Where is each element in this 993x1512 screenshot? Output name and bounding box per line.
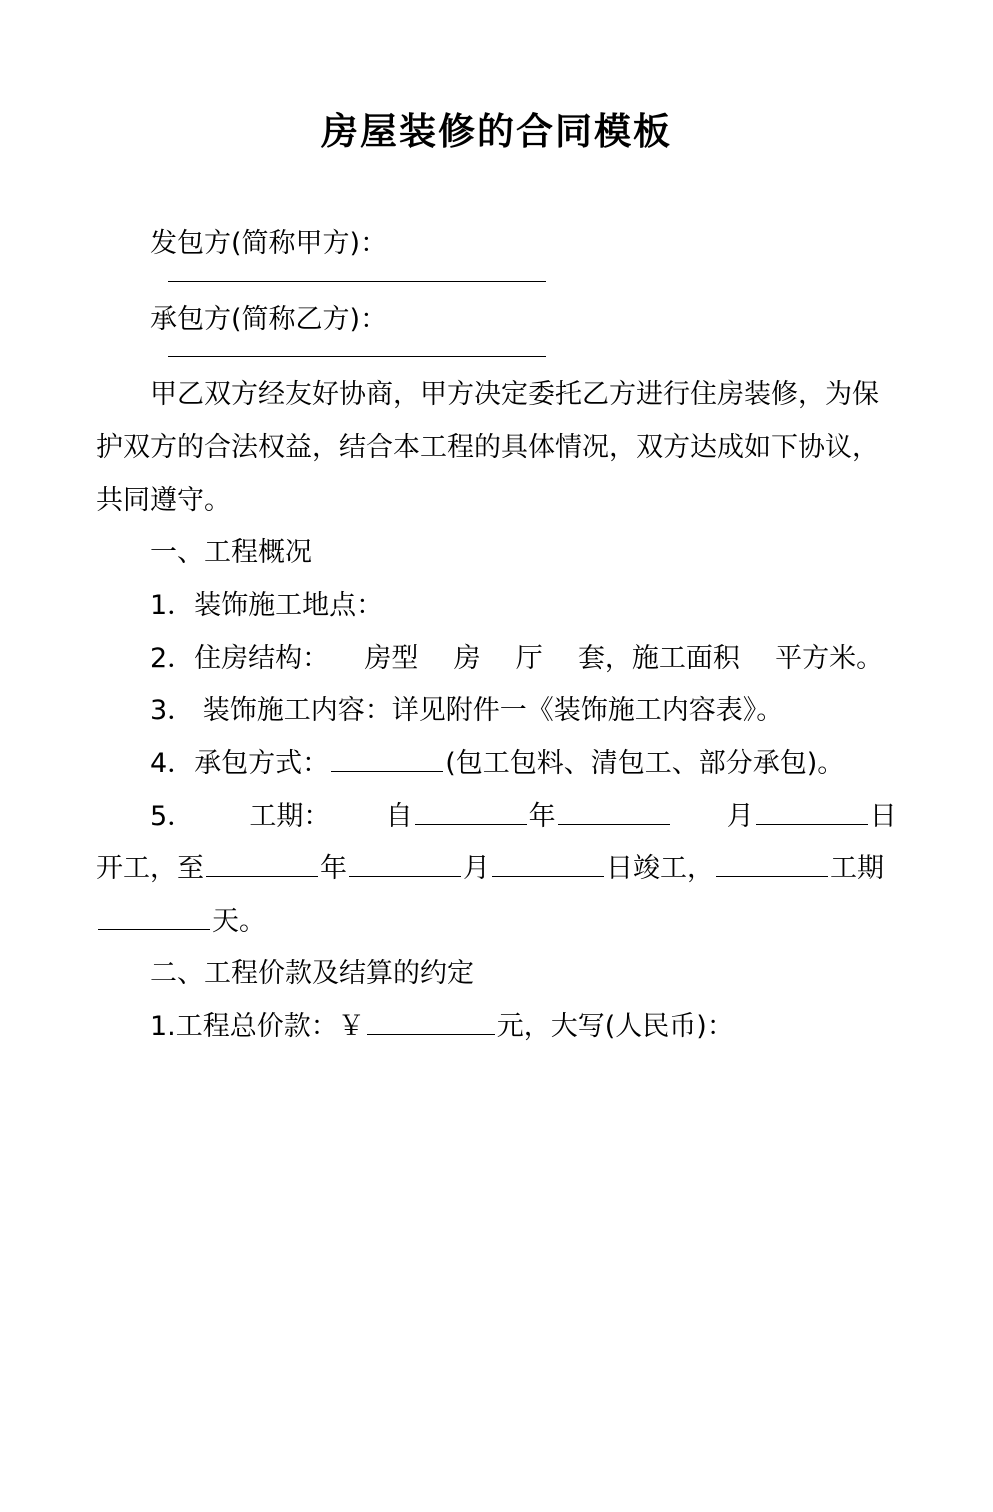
clause-1-2-text-3: 房	[453, 642, 481, 674]
party-a-line: 发包方(简称甲方)：	[150, 228, 388, 260]
clause-1-5-day-start: 日开工，至	[96, 800, 897, 885]
clause-1-5-from: 自	[385, 800, 413, 832]
clause-1-2-text-6: 平方米。	[775, 642, 884, 674]
start-year-blank[interactable]	[415, 795, 527, 824]
document-body	[96, 218, 897, 1054]
end-year-blank[interactable]	[206, 848, 318, 877]
clause-1-5-year2: 年	[320, 853, 347, 885]
clause-1-4-prefix: 4．承包方式：	[150, 747, 330, 779]
page-title: 房屋装修的合同模板	[321, 110, 672, 153]
clause-1-5-label: 工期：	[249, 800, 331, 832]
clause-2-1-prefix: 1.工程总价款：￥	[150, 1011, 365, 1043]
end-day-blank[interactable]	[492, 848, 604, 877]
preamble-paragraph: 甲乙双方经友好协商，甲方决定委托乙方进行住房装修，为保护双方的合法权益，结合本工程的具体情况，双方达成如下协议，共同遵守。	[96, 379, 879, 516]
clause-1-3: 3． 装饰施工内容：详见附件一《装饰施工内容表》。	[150, 695, 784, 727]
document-page	[0, 108, 993, 1512]
party-a-signature-rule	[168, 281, 546, 282]
party-b-signature-rule	[168, 356, 546, 357]
start-day-blank[interactable]	[756, 795, 868, 824]
clause-1-5-prefix: 5．	[150, 800, 195, 832]
clause-1-5	[96, 791, 897, 949]
clause-1-5-year: 年	[528, 800, 556, 832]
total-price-blank[interactable]	[367, 1006, 495, 1035]
clause-1-2-text-1: 2．住房结构：	[150, 642, 330, 674]
clause-1-5-days: 天。	[212, 905, 266, 937]
clause-1-5-month2: 月	[463, 853, 490, 885]
clause-1-2-text-4: 厅	[515, 642, 543, 674]
duration-blank[interactable]	[716, 848, 828, 877]
clause-1-5-day-end: 日竣工，	[606, 853, 714, 885]
clause-2-1	[96, 1001, 897, 1054]
clause-1-5-duration-label: 工期	[830, 853, 884, 885]
section-two-heading: 二、工程价款及结算的约定	[150, 958, 474, 990]
clause-2-1-mid: 元，大写(人民币)：	[496, 1011, 734, 1043]
clause-1-2-text-2: 房型	[364, 642, 419, 674]
clause-1-4	[96, 738, 897, 791]
clause-1-5-month: 月	[726, 800, 754, 832]
clause-1-4-suffix: (包工包料、清包工、部分承包)。	[445, 747, 845, 779]
end-month-blank[interactable]	[349, 848, 461, 877]
party-b-line: 承包方(简称乙方)：	[150, 303, 388, 335]
clause-1-2-text-5: 套，施工面积	[577, 642, 740, 674]
clause-1-1: 1．装饰施工地点：	[150, 589, 384, 621]
section-one-heading: 一、工程概况	[150, 537, 312, 569]
contract-method-blank[interactable]	[331, 743, 443, 772]
duration-days-blank[interactable]	[98, 900, 210, 929]
start-month-blank[interactable]	[558, 795, 670, 824]
clause-1-2	[96, 633, 897, 686]
